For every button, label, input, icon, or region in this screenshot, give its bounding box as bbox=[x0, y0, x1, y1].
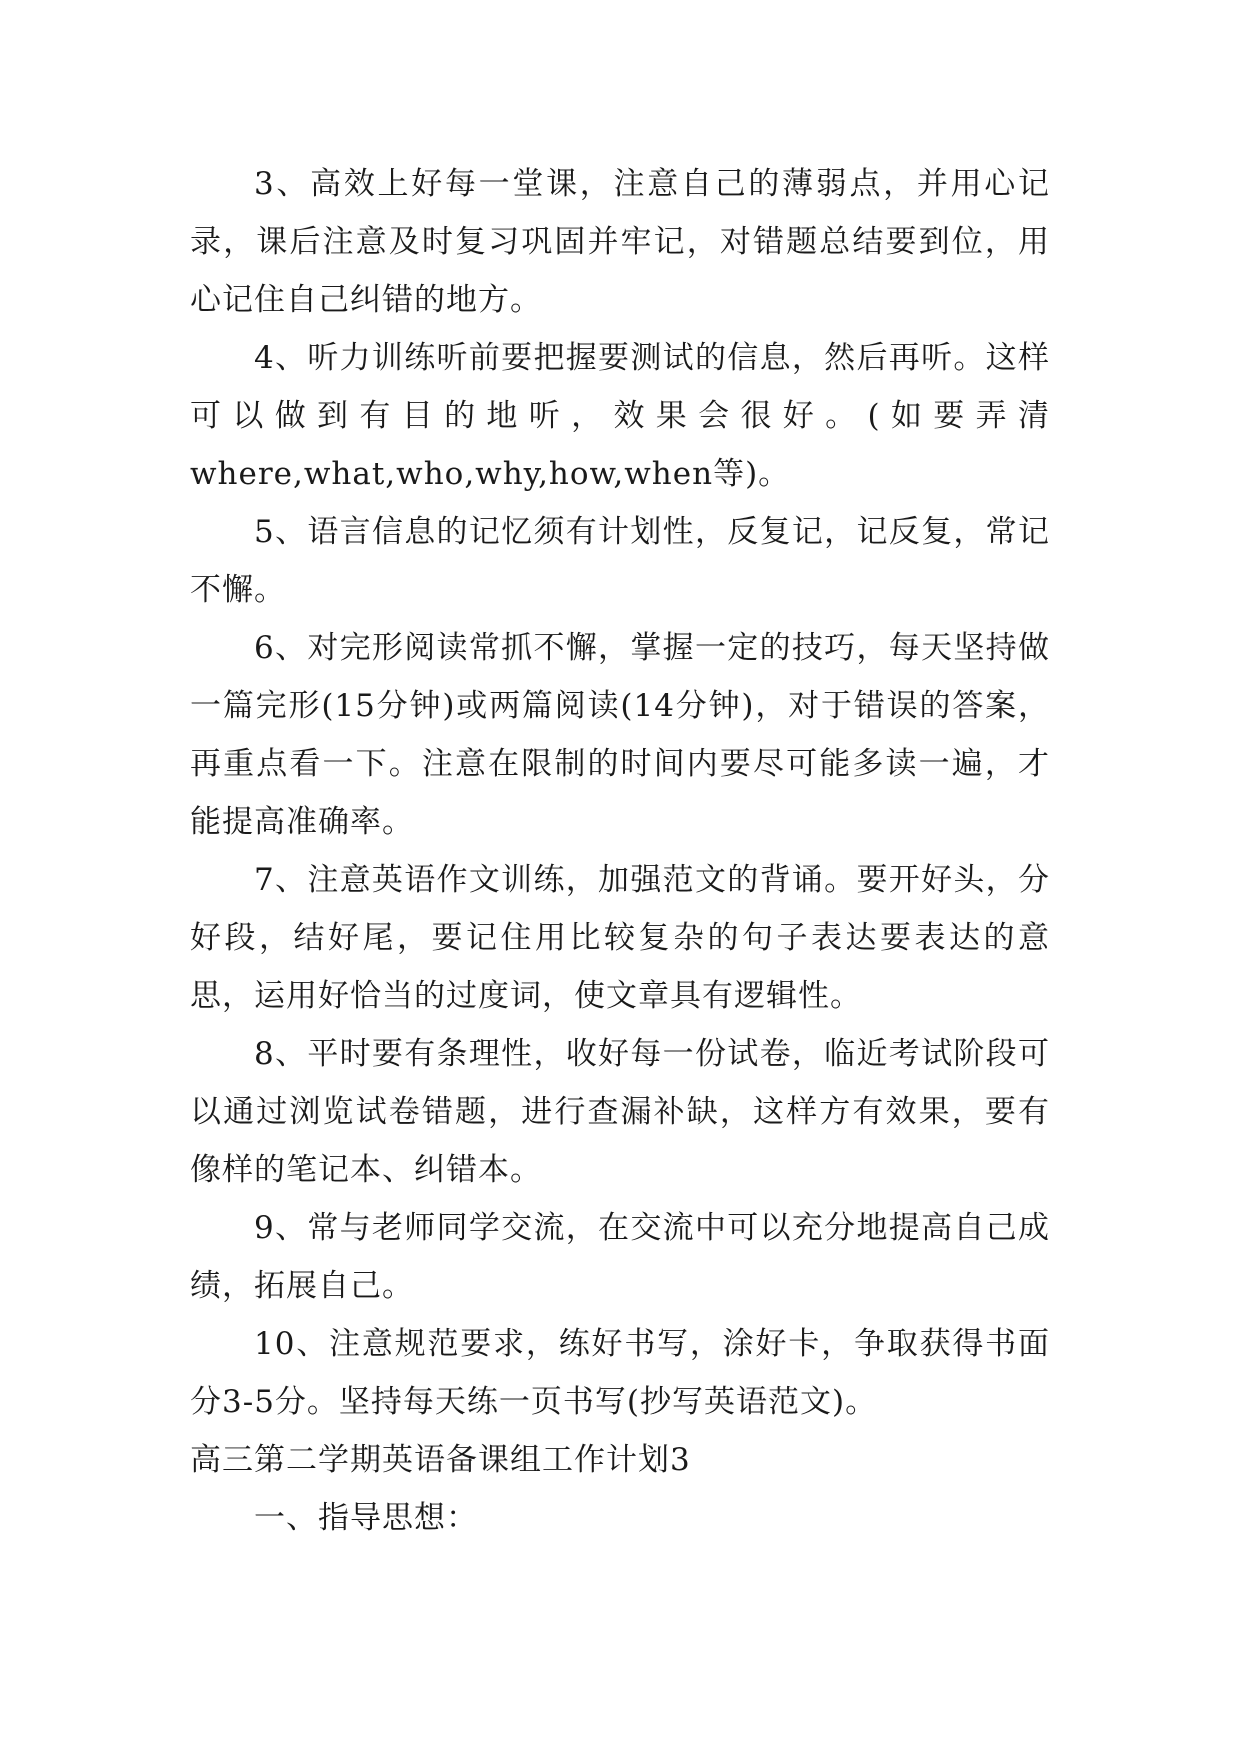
paragraph-item-3: 3、高效上好每一堂课，注意自己的薄弱点，并用心记录，课后注意及时复习巩固并牢记，对错题总结要到位，用心记住自己纠错的地方。 bbox=[190, 166, 1050, 318]
paragraph-item-4: 4、听力训练听前要把握要测试的信息，然后再听。这样可以做到有目的地听，效果会很好。(如要弄清where,what,who,why,how,when等)。 bbox=[190, 340, 1050, 492]
section-title: 高三第二学期英语备课组工作计划3 bbox=[190, 1442, 691, 1478]
sub-heading: 一、指导思想： bbox=[254, 1500, 478, 1536]
paragraph-item-5: 5、语言信息的记忆须有计划性，反复记，记反复，常记不懈。 bbox=[190, 514, 1050, 608]
paragraph-item-10: 10、注意规范要求，练好书写，涂好卡，争取获得书面分3-5分。坚持每天练一页书写(抄写英语范文)。 bbox=[190, 1326, 1050, 1420]
paragraph-item-8: 8、平时要有条理性，收好每一份试卷，临近考试阶段可以通过浏览试卷错题，进行查漏补缺，这样方有效果，要有像样的笔记本、纠错本。 bbox=[190, 1036, 1050, 1188]
paragraph-item-7: 7、注意英语作文训练，加强范文的背诵。要开好头，分好段，结好尾，要记住用比较复杂的句子表达要表达的意思，运用好恰当的过度词，使文章具有逻辑性。 bbox=[190, 862, 1050, 1014]
paragraph-item-6: 6、对完形阅读常抓不懈，掌握一定的技巧，每天坚持做一篇完形(15分钟)或两篇阅读(14分钟)，对于错误的答案，再重点看一下。注意在限制的时间内要尽可能多读一遍，才能提高准确率。 bbox=[190, 630, 1050, 840]
document-body bbox=[190, 155, 1050, 1547]
paragraph-item-9: 9、常与老师同学交流，在交流中可以充分地提高自己成绩，拓展自己。 bbox=[190, 1210, 1050, 1304]
